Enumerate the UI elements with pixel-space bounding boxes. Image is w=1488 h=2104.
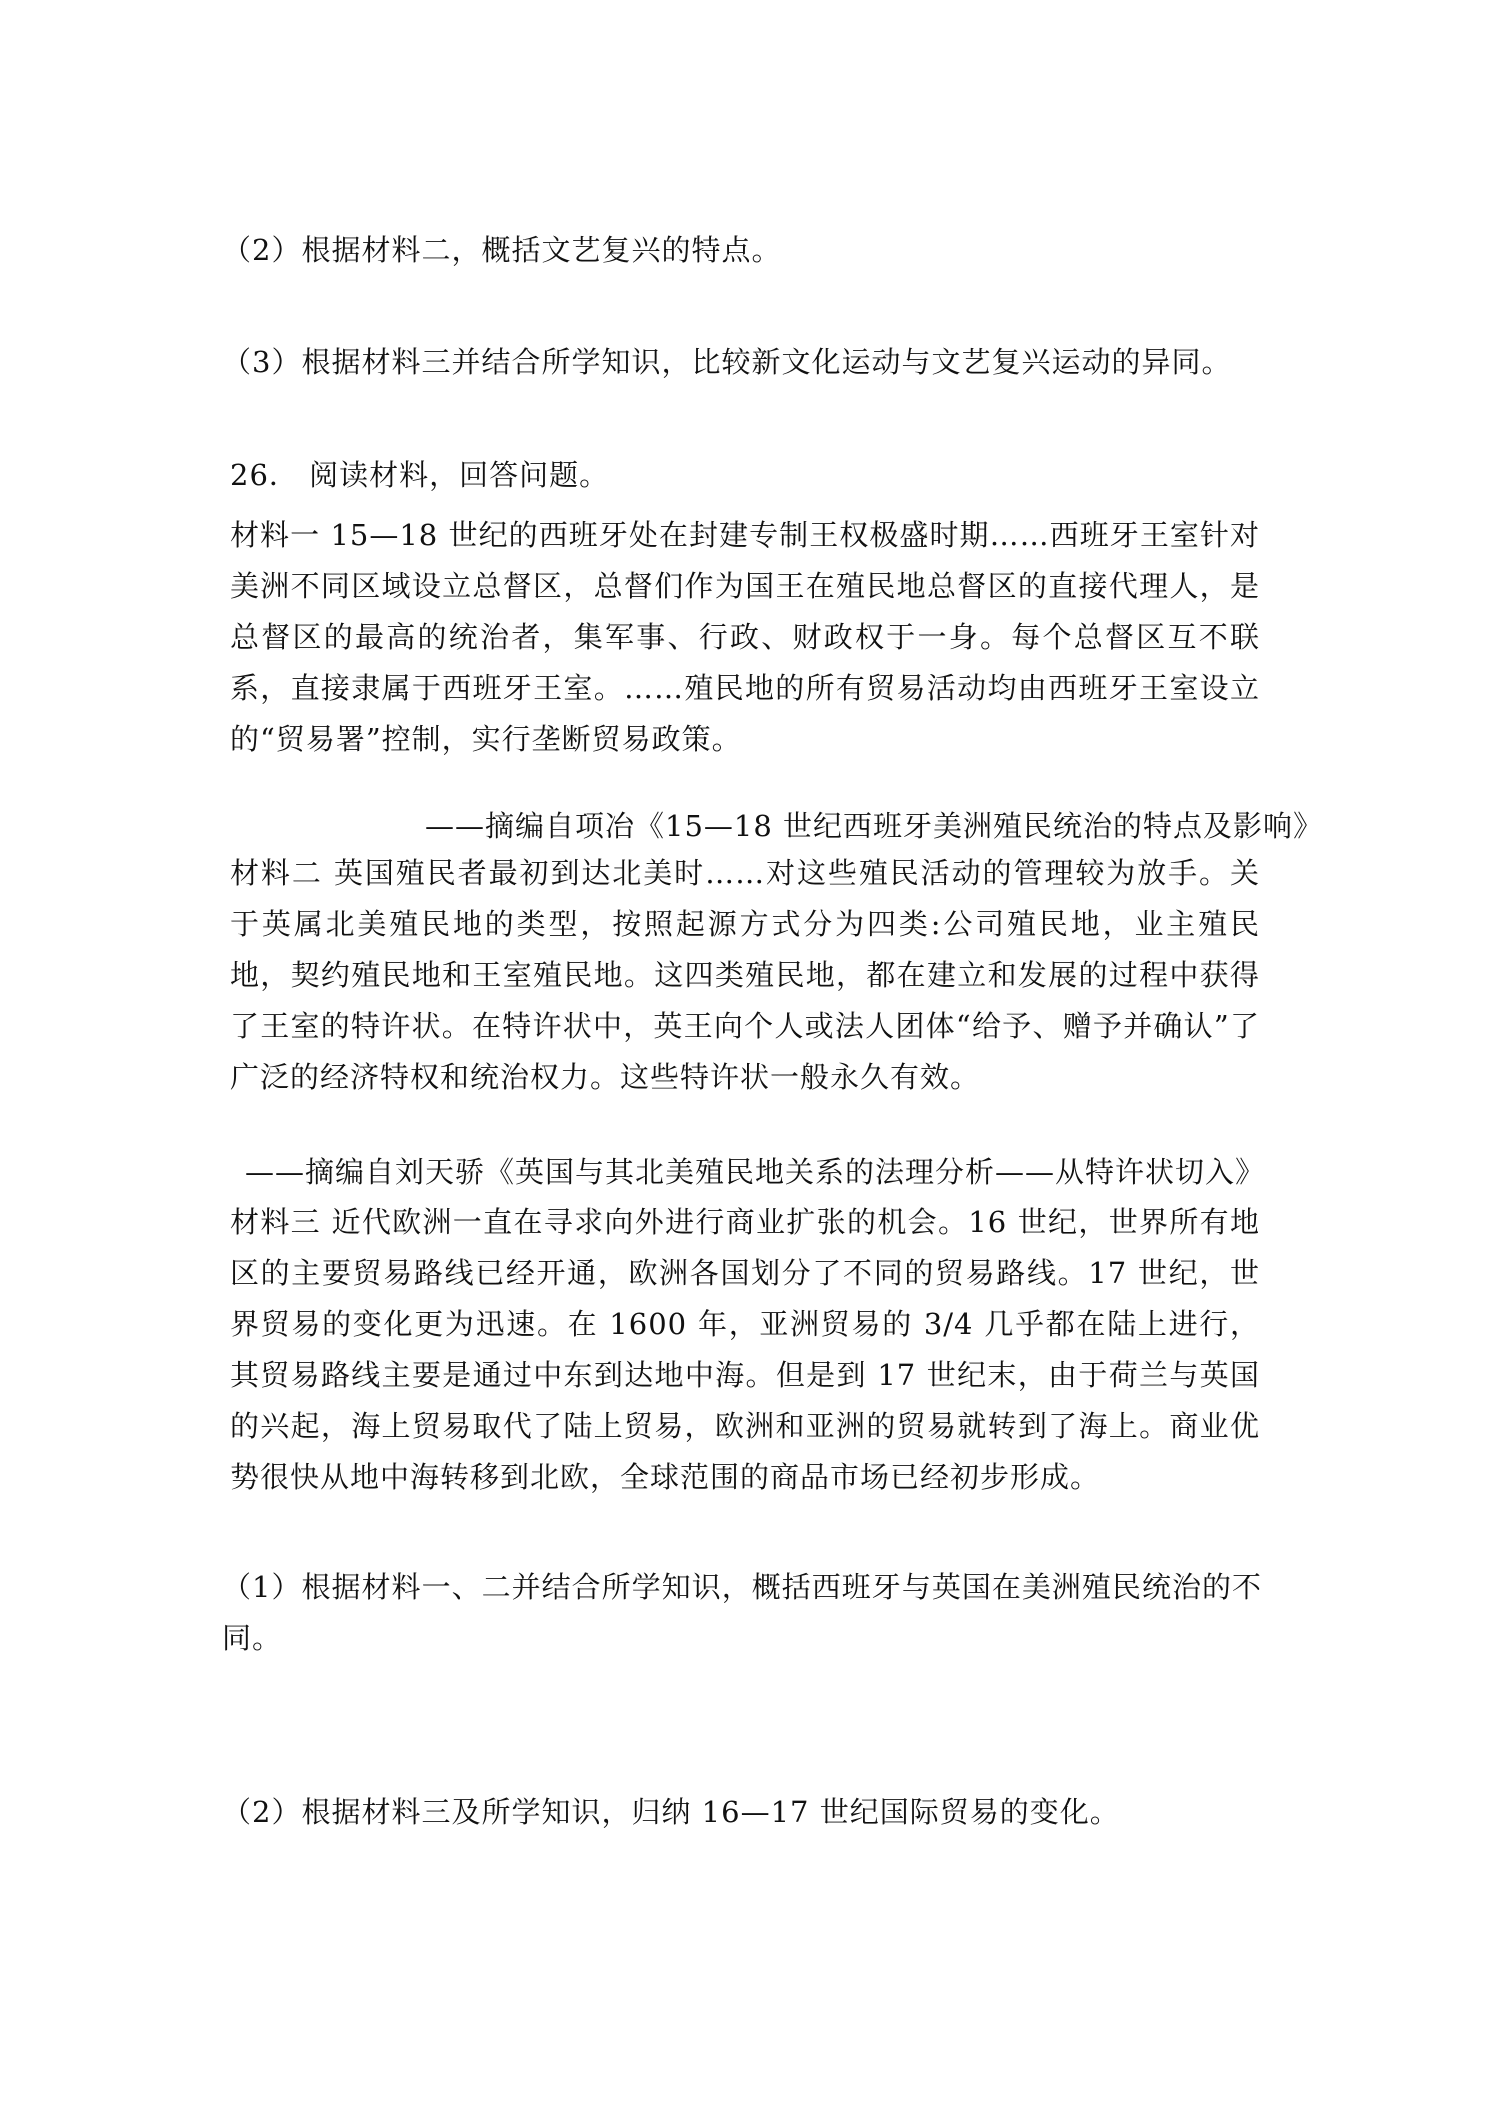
q26-sub1-prompt: （1）根据材料一、二并结合所学知识，概括西班牙与英国在美洲殖民统治的不同。 — [222, 1570, 1262, 1655]
material3-text: 材料三 近代欧洲一直在寻求向外进行商业扩张的机会。16 世纪，世界所有地区的主要贸易路线已经开通，欧洲各国划分了不同的贸易路线。17 世纪，世界贸易的变化更为迅速。在 1600 年，亚洲贸易的 3/4 几乎都在陆上进行，其贸易路线主要是通过中东到达地中海。但是到 17 世纪末，由于荷兰与英国的兴起，海上贸易取代了陆上贸易，欧洲和亚洲的贸易就转到了海上。商业优势很快从地中海转移到北欧，全球范围的商品市场已经初步形成。 — [230, 1205, 1260, 1494]
q26-heading: 26． 阅读材料，回答问题。 — [230, 458, 610, 492]
material1-source: ——摘编自项冶《15—18 世纪西班牙美洲殖民统治的特点及影响》 — [425, 809, 1324, 843]
material2-text: 材料二 英国殖民者最初到达北美时……对这些殖民活动的管理较为放手。关于英属北美殖民地的类型，按照起源方式分为四类:公司殖民地，业主殖民地，契约殖民地和王室殖民地。这四类殖民地，都在建立和发展的过程中获得了王室的特许状。在特许状中，英王向个人或法人团体“给予、赠予并确认”了广泛的经济特权和统治权力。这些特许状一般永久有效。 — [230, 856, 1260, 1094]
q25-sub3-prompt: （3）根据材料三并结合所学知识，比较新文化运动与文艺复兴运动的异同。 — [222, 345, 1232, 379]
q25-sub2-prompt: （2）根据材料二，概括文艺复兴的特点。 — [222, 233, 782, 267]
material1-text: 材料一 15—18 世纪的西班牙处在封建专制王权极盛时期……西班牙王室针对美洲不同区域设立总督区，总督们作为国王在殖民地总督区的直接代理人，是总督区的最高的统治者，集军事、行政、财政权于一身。每个总督区互不联系，直接隶属于西班牙王室。……殖民地的所有贸易活动均由西班牙王室设立的“贸易署”控制，实行垄断贸易政策。 — [230, 518, 1260, 756]
material2-source: ——摘编自刘天骄《英国与其北美殖民地关系的法理分析——从特许状切入》 — [245, 1155, 1266, 1189]
q26-sub2-prompt: （2）根据材料三及所学知识，归纳 16—17 世纪国际贸易的变化。 — [222, 1795, 1120, 1829]
